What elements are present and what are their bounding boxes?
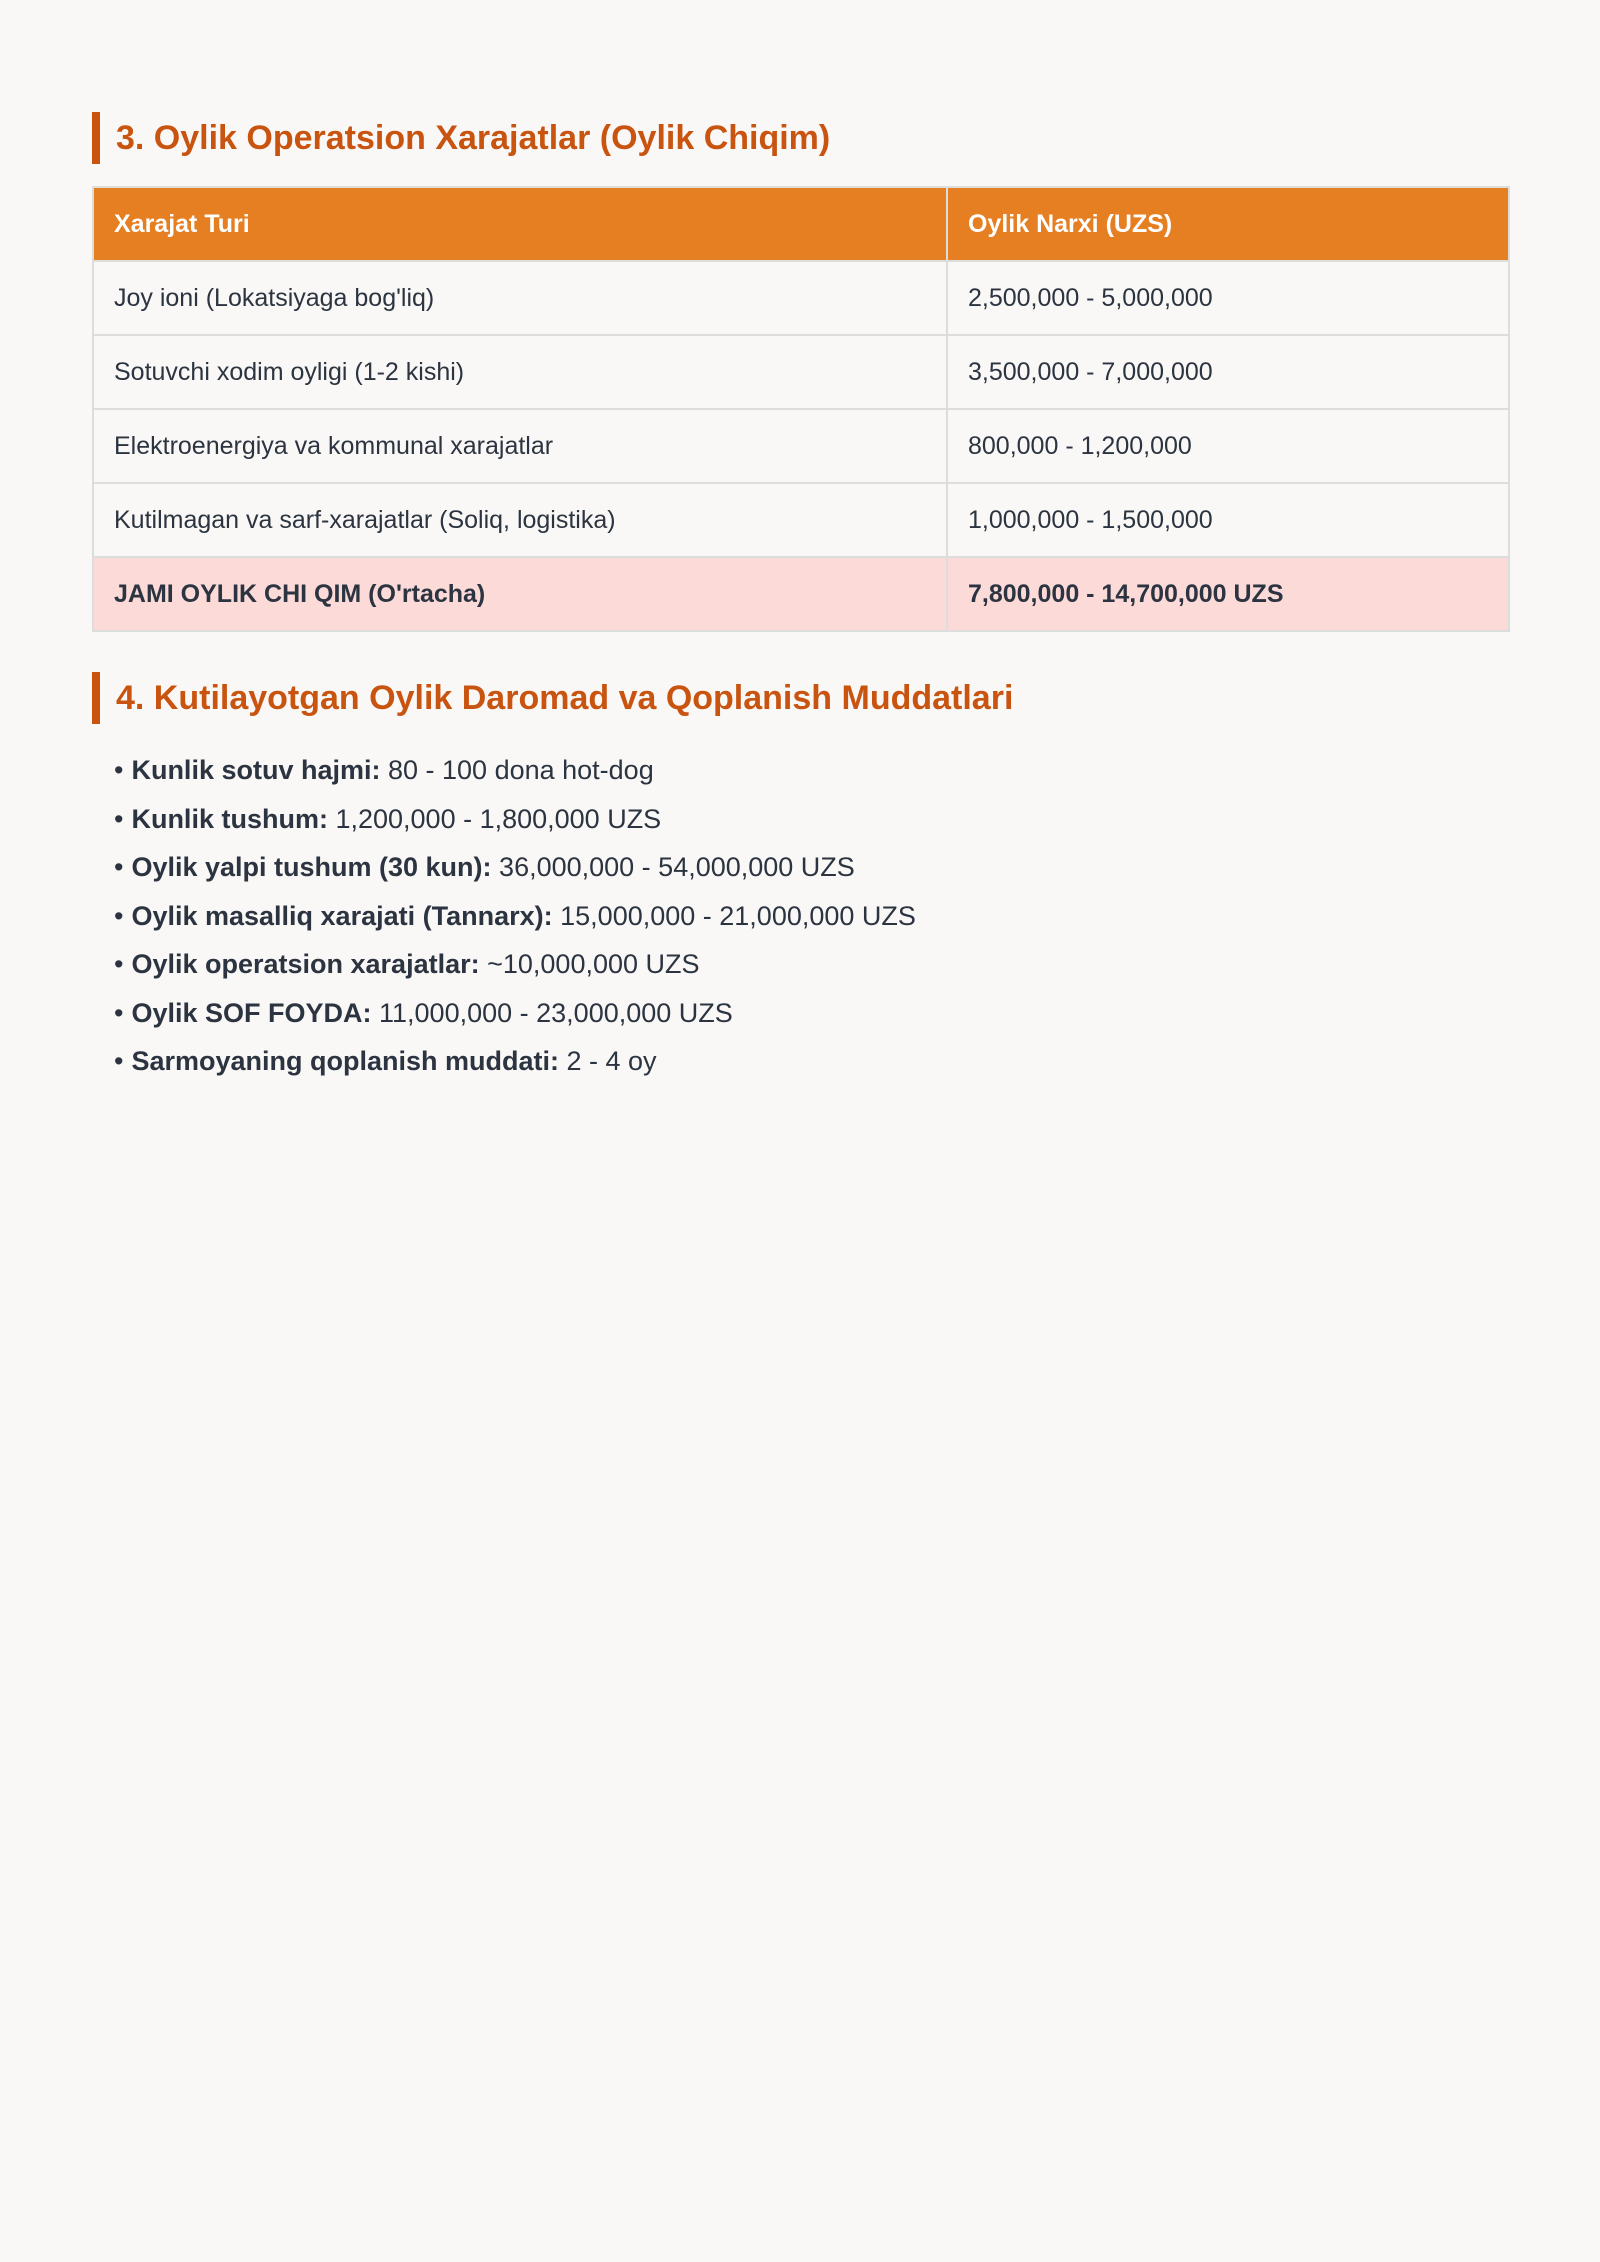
list-item	[114, 989, 1508, 1038]
total-label-cell: JAMI OYLIK CHI QIM (O'rtacha)	[93, 557, 947, 631]
list-item	[114, 940, 1508, 989]
item-value: 80 - 100 dona hot-dog	[388, 755, 654, 785]
table-row	[93, 261, 1509, 335]
bullet-dot: •	[114, 1046, 124, 1076]
monthly-price-cell: 1,000,000 - 1,500,000	[947, 483, 1509, 557]
bullet-dot: •	[114, 852, 124, 882]
bullet-dot: •	[114, 997, 124, 1028]
bullet-dot: •	[114, 755, 124, 785]
item-label: Oylik masalliq xarajati (Tannarx):	[131, 900, 553, 931]
item-label: Kunlik sotuv hajmi:	[131, 755, 381, 785]
item-value: 36,000,000 - 54,000,000 UZS	[499, 852, 855, 882]
item-label: Oylik SOF FOYDA:	[131, 997, 372, 1028]
table-header-row	[93, 187, 1509, 261]
total-value-cell: 7,800,000 - 14,700,000 UZS	[947, 557, 1509, 631]
item-value: 1,200,000 - 1,800,000 UZS	[335, 803, 662, 834]
section-3-heading: 3. Oylik Operatsion Xarajatlar (Oylik Chiqim)	[92, 112, 1508, 164]
monthly-price-cell: 800,000 - 1,200,000	[947, 409, 1509, 483]
item-value: 15,000,000 - 21,000,000 UZS	[560, 900, 916, 931]
table-row	[93, 483, 1509, 557]
item-value: 2 - 4 oy	[566, 1046, 657, 1076]
monthly-costs-table	[92, 186, 1510, 632]
item-label: Sarmoyaning qoplanish muddati:	[131, 1046, 559, 1076]
cost-type-cell: Kutilmagan va sarf-xarajatlar (Soliq, logistika)	[93, 483, 947, 557]
document-page	[92, 112, 1508, 1086]
cost-type-cell: Elektroenergiya va kommunal xarajatlar	[93, 409, 947, 483]
cost-type-cell: Joy ioni (Lokatsiyaga bog'liq)	[93, 261, 947, 335]
item-label: Oylik yalpi tushum (30 kun):	[131, 852, 492, 882]
list-item	[114, 746, 1508, 795]
income-list	[92, 746, 1508, 1086]
bullet-dot: •	[114, 803, 124, 834]
list-item	[114, 843, 1508, 892]
list-item	[114, 1037, 1508, 1086]
header-monthly-price: Oylik Narxi (UZS)	[947, 187, 1509, 261]
list-item	[114, 795, 1508, 844]
bullet-dot: •	[114, 949, 124, 979]
header-cost-type: Xarajat Turi	[93, 187, 947, 261]
item-value: 11,000,000 - 23,000,000 UZS	[379, 997, 733, 1028]
section-4-heading: 4. Kutilayotgan Oylik Daromad va Qoplanish Muddatlari	[92, 672, 1508, 724]
cost-type-cell: Sotuvchi xodim oyligi (1-2 kishi)	[93, 335, 947, 409]
item-label: Oylik operatsion xarajatlar:	[131, 949, 480, 979]
item-label: Kunlik tushum:	[131, 803, 328, 834]
table-row	[93, 335, 1509, 409]
bullet-dot: •	[114, 900, 124, 931]
monthly-price-cell: 2,500,000 - 5,000,000	[947, 261, 1509, 335]
list-item	[114, 892, 1508, 941]
item-value: ~10,000,000 UZS	[487, 949, 700, 979]
monthly-price-cell: 3,500,000 - 7,000,000	[947, 335, 1509, 409]
table-row	[93, 409, 1509, 483]
total-row	[93, 557, 1509, 631]
